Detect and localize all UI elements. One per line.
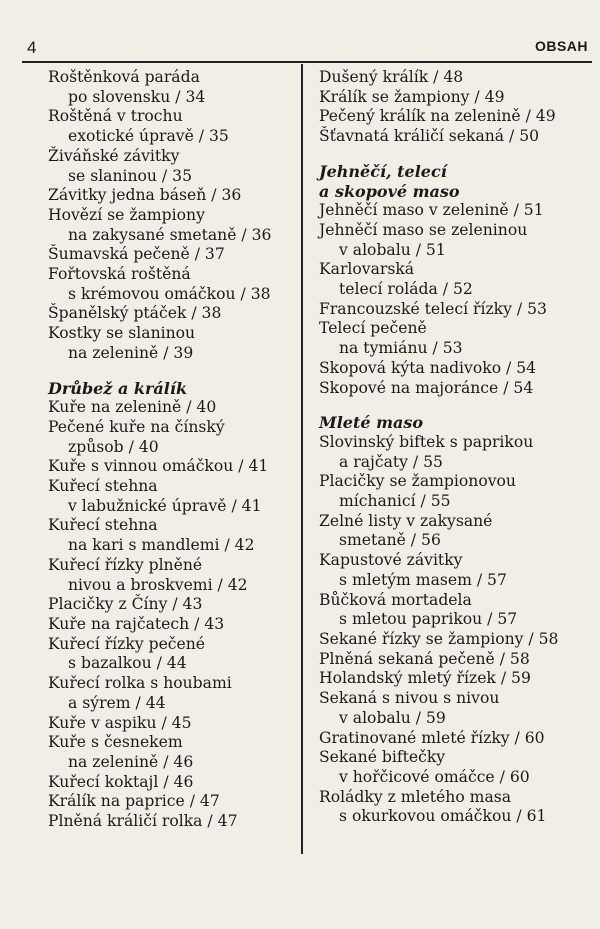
toc-entry-title: Králík se žampiony / 49 <box>319 87 505 106</box>
toc-entry <box>319 221 595 260</box>
toc-entry-title: Sekané biftečky <box>319 748 446 767</box>
toc-entry <box>48 812 298 832</box>
toc-entry <box>48 107 298 146</box>
toc-entry <box>48 398 298 418</box>
toc-entry <box>319 201 595 221</box>
toc-entry-title: Kuřecí řízky plněné <box>48 555 203 574</box>
toc-entry <box>48 792 298 812</box>
toc-entry <box>48 68 298 107</box>
toc-entry-continuation: smetaně / 56 <box>339 531 441 550</box>
toc-entry <box>48 418 298 457</box>
toc-entry-title: Slovinský biftek s paprikou <box>319 432 534 451</box>
toc-entry-title: Sekaná s nivou s nivou <box>319 689 500 708</box>
toc-entry-title: Kuřecí řízky pečené <box>48 634 206 653</box>
toc-entry-title: Skopová kýta nadivoko / 54 <box>319 358 537 377</box>
toc-entry-title: Francouzské telecí řízky / 53 <box>319 299 547 318</box>
toc-entry-title: Plněná králičí rolka / 47 <box>48 812 238 831</box>
toc-entry <box>319 591 595 630</box>
toc-entry-title: Roládky z mletého masa <box>319 787 512 806</box>
toc-entry-title: Kuře s česnekem <box>48 733 183 752</box>
toc-entry-title: Bůčková mortadela <box>319 590 472 609</box>
toc-entry-continuation: s okurkovou omáčkou / 61 <box>339 807 547 826</box>
toc-entry-continuation: a rajčaty / 55 <box>339 452 443 471</box>
toc-entry-continuation: telecí roláda / 52 <box>339 280 473 299</box>
toc-entry-continuation: s krémovou omáčkou / 38 <box>68 284 271 303</box>
toc-entry <box>48 265 298 304</box>
toc-entry-title: Placičky z Číny / 43 <box>48 595 203 614</box>
toc-entry-title: Kostky se slaninou <box>48 324 196 343</box>
toc-entry-title: Plněná sekaná pečeně / 58 <box>319 649 530 668</box>
toc-entry <box>48 635 298 674</box>
toc-entry <box>319 472 595 511</box>
toc-entry-continuation: na zelenině / 46 <box>68 752 194 771</box>
toc-entry-continuation: v hořčicové omáčce / 60 <box>339 767 530 786</box>
toc-entry-title: Pečené kuře na čínský <box>48 417 225 436</box>
toc-entry-continuation: míchanicí / 55 <box>339 492 451 511</box>
toc-entry-title: Pečený králík na zelenině / 49 <box>319 107 556 126</box>
toc-left-column <box>48 68 298 832</box>
toc-entry <box>319 107 595 127</box>
toc-entry-title: Jehněčí maso v zelenině / 51 <box>319 201 544 220</box>
toc-section-heading: Mleté maso <box>319 413 424 433</box>
toc-entry <box>48 595 298 615</box>
toc-entry-title: Hovězí se žampiony <box>48 205 205 224</box>
toc-entry <box>48 556 298 595</box>
toc-entry-title: Kuřecí rolka s houbami <box>48 674 232 693</box>
toc-entry-title: Španělský ptáček / 38 <box>48 304 222 323</box>
toc-entry-continuation: s mletou paprikou / 57 <box>339 610 518 629</box>
section-title: OBSAH <box>534 38 588 54</box>
toc-entry-title: Králík na paprice / 47 <box>48 792 220 811</box>
toc-entry <box>319 260 595 299</box>
toc-entry <box>48 304 298 324</box>
toc-entry-title: Kuře v aspiku / 45 <box>48 713 192 732</box>
toc-entry-continuation: na zakysané smetaně / 36 <box>68 225 272 244</box>
toc-entry <box>48 615 298 635</box>
toc-entry-title: Roštěnková paráda <box>48 68 200 86</box>
toc-entry-title: Živáňské závitky <box>48 146 180 165</box>
toc-entry-title: Skopové na majoránce / 54 <box>319 378 534 397</box>
toc-entry <box>48 477 298 516</box>
toc-entry <box>319 630 595 650</box>
toc-entry <box>319 68 595 88</box>
column-divider <box>301 64 303 854</box>
toc-entry-continuation: na tymiánu / 53 <box>339 339 463 358</box>
toc-entry <box>48 324 298 363</box>
toc-entry-continuation: na kari s mandlemi / 42 <box>68 536 255 555</box>
toc-entry <box>48 245 298 265</box>
toc-entry <box>319 788 595 827</box>
toc-entry-title: Kapustové závitky <box>319 551 463 570</box>
toc-entry-title: Holandský mletý řízek / 59 <box>319 669 531 688</box>
toc-entry <box>48 733 298 772</box>
toc-entry-continuation: po slovensku / 34 <box>68 87 206 106</box>
toc-entry <box>48 714 298 734</box>
toc-entry-title: Fořtovská roštěná <box>48 265 191 284</box>
toc-entry-continuation: exotické úpravě / 35 <box>68 127 229 146</box>
toc-entry <box>319 359 595 379</box>
toc-entry-title: Roštěná v trochu <box>48 107 183 126</box>
toc-section-heading: Jehněčí, telecí <box>319 161 447 181</box>
toc-entry-continuation: s mletým masem / 57 <box>339 570 507 589</box>
toc-entry <box>319 88 595 108</box>
toc-entry-continuation: v alobalu / 51 <box>339 240 446 259</box>
toc-entry-title: Šumavská pečeně / 37 <box>48 245 225 264</box>
toc-entry-continuation: na zelenině / 39 <box>68 343 194 362</box>
toc-entry-title: Závitky jedna báseň / 36 <box>48 186 242 205</box>
toc-entry-continuation: a sýrem / 44 <box>68 693 166 712</box>
toc-entry <box>48 186 298 206</box>
toc-entry <box>319 512 595 551</box>
toc-entry <box>48 773 298 793</box>
toc-entry-title: Jehněčí maso se zeleninou <box>319 220 528 239</box>
page-number: 4 <box>27 38 37 57</box>
toc-entry <box>319 748 595 787</box>
toc-entry-continuation: se slaninou / 35 <box>68 166 192 185</box>
toc-entry <box>319 729 595 749</box>
toc-entry-title: Kuře s vinnou omáčkou / 41 <box>48 457 269 476</box>
toc-section-heading: a skopové maso <box>319 181 460 201</box>
toc-entry-title: Kuře na zelenině / 40 <box>48 398 217 417</box>
toc-entry <box>48 147 298 186</box>
toc-entry-title: Kuřecí stehna <box>48 477 158 496</box>
toc-entry-continuation: způsob / 40 <box>68 437 159 456</box>
toc-entry <box>319 127 595 147</box>
toc-entry-title: Dušený králík / 48 <box>319 68 464 86</box>
toc-entry-continuation: v alobalu / 59 <box>339 708 446 727</box>
toc-section-heading: Drůbež a králík <box>48 378 188 398</box>
toc-entry <box>48 457 298 477</box>
toc-entry <box>48 206 298 245</box>
toc-entry-title: Sekané řízky se žampiony / 58 <box>319 629 559 648</box>
toc-entry-title: Telecí pečeně <box>319 319 427 338</box>
toc-entry-title: Kuře na rajčatech / 43 <box>48 614 225 633</box>
toc-entry-continuation: s bazalkou / 44 <box>68 654 187 673</box>
toc-entry <box>319 319 595 358</box>
toc-entry-title: Šťavnatá králičí sekaná / 50 <box>319 127 540 146</box>
header-rule <box>22 61 592 63</box>
toc-entry-title: Gratinované mleté řízky / 60 <box>319 728 545 747</box>
toc-entry <box>319 650 595 670</box>
toc-entry-title: Placičky se žampionovou <box>319 472 516 491</box>
toc-entry-title: Kuřecí koktajl / 46 <box>48 772 194 791</box>
toc-entry <box>319 551 595 590</box>
toc-entry-continuation: nivou a broskvemi / 42 <box>68 575 248 594</box>
toc-entry <box>319 689 595 728</box>
toc-entry-title: Zelné listy v zakysané <box>319 511 493 530</box>
toc-entry-title: Kuřecí stehna <box>48 516 158 535</box>
toc-entry <box>319 669 595 689</box>
toc-entry-continuation: v labužnické úpravě / 41 <box>68 496 262 515</box>
toc-entry <box>319 379 595 399</box>
toc-entry <box>48 674 298 713</box>
toc-entry <box>48 516 298 555</box>
toc-entry <box>319 433 595 472</box>
toc-right-column <box>319 68 595 827</box>
toc-entry <box>319 300 595 320</box>
toc-entry-title: Karlovarská <box>319 260 415 279</box>
